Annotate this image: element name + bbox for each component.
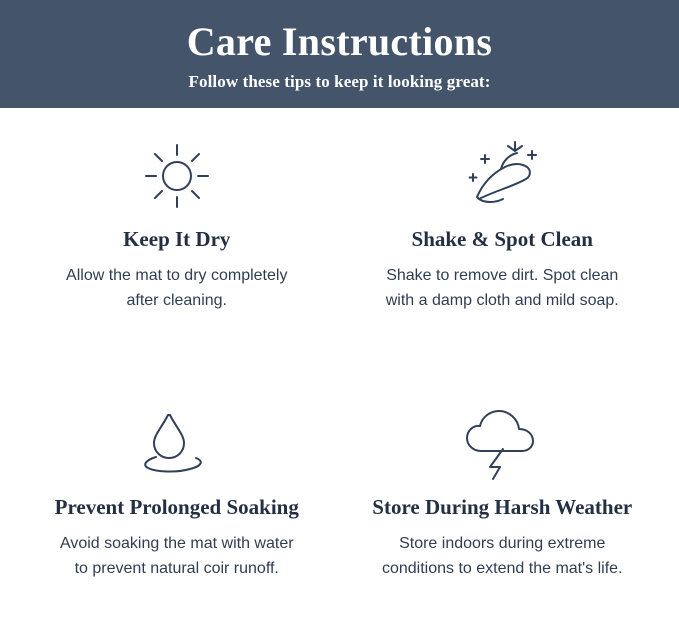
tip-title: Shake & Spot Clean xyxy=(411,227,593,251)
water-droplet-puddle-icon xyxy=(132,404,222,484)
storm-cloud-lightning-icon xyxy=(457,404,547,484)
tip-title: Keep It Dry xyxy=(123,227,231,251)
tip-body: Allow the mat to dry completely after cleaning. xyxy=(66,267,288,309)
page-title: Care Instructions xyxy=(186,19,493,64)
hand-sparkle-cleaning-icon xyxy=(457,136,547,216)
tip-card-store-harsh-weather xyxy=(340,376,666,628)
tip-card-shake-spot-clean xyxy=(340,108,666,376)
tip-body: Shake to remove dirt. Spot clean with a damp cloth and mild soap. xyxy=(385,267,619,309)
tip-card-prevent-soaking xyxy=(14,376,340,628)
page-subtitle: Follow these tips to keep it looking great: xyxy=(188,72,491,91)
tip-body: Avoid soaking the mat with water to prevent natural coir runoff. xyxy=(59,535,294,577)
tip-body: Store indoors during extreme conditions to extend the mat's life. xyxy=(381,535,623,577)
header-banner xyxy=(0,0,679,108)
sun-icon xyxy=(138,136,216,216)
tip-title: Store During Harsh Weather xyxy=(372,495,633,519)
tip-card-keep-it-dry xyxy=(14,108,340,376)
tip-title: Prevent Prolonged Soaking xyxy=(54,495,299,519)
tips-grid xyxy=(0,108,679,628)
